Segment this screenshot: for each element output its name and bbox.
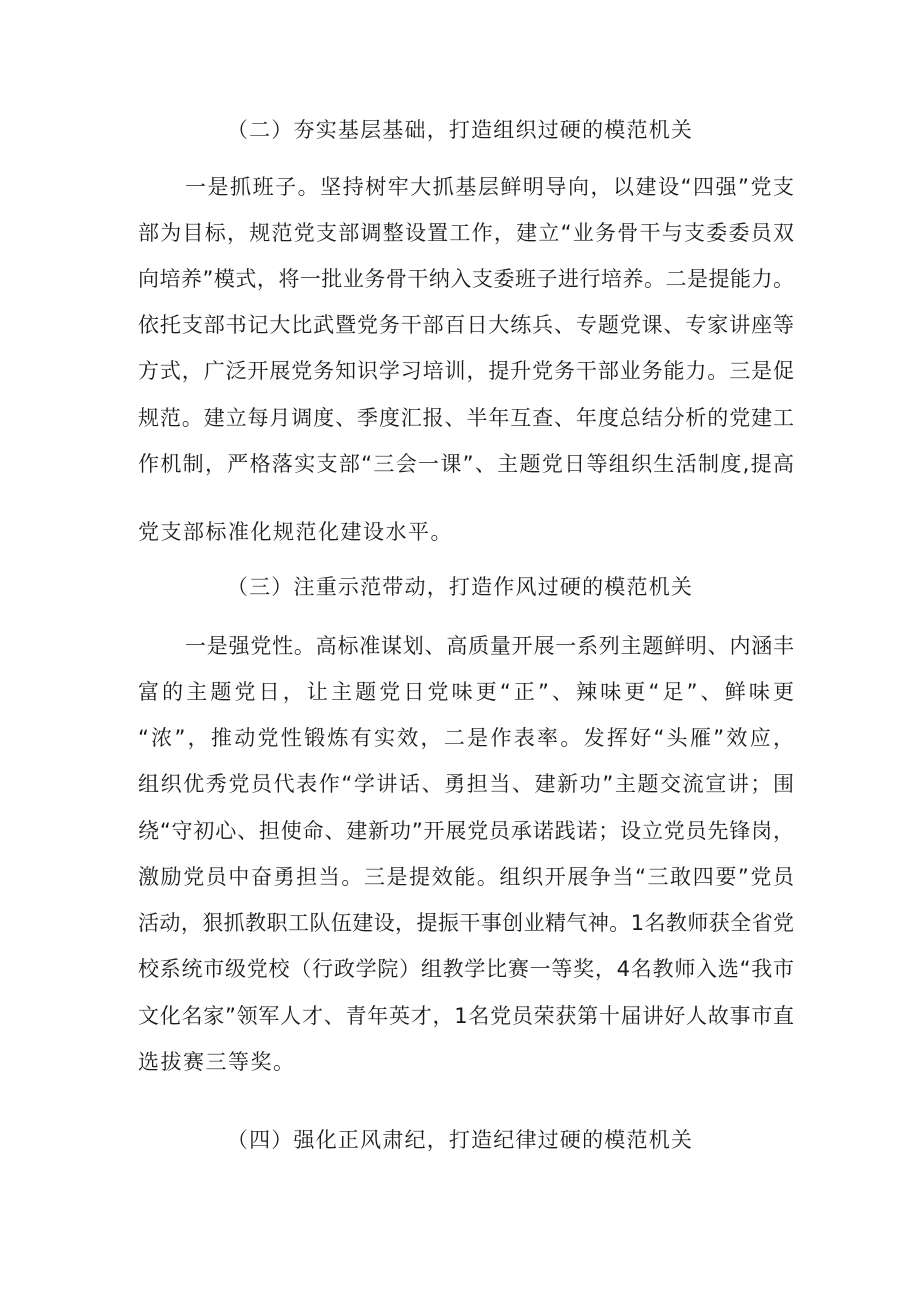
paragraph-line: 作机制，严格落实支部“三会一课”、主题党日等组织生活制度,提高 [138,452,794,476]
paragraph-line: “浓”，推动党性锻炼有实效，二是作表率。发挥好“头雁”效应， [138,726,794,750]
paragraph-line: 方式，广泛开展党务知识学习培训，提升党务干部业务能力。三是促 [138,359,794,383]
paragraph-line: 绕“守初心、担使命、建新功”开展党员承诺践诺；设立党员先锋岗， [138,819,794,843]
paragraph-line: 党支部标准化规范化建设水平。 [138,520,453,544]
paragraph-line: 一是抓班子。坚持树牢大抓基层鲜明导向，以建设“四强”党支 [185,175,794,199]
paragraph-line: 规范。建立每月调度、季度汇报、半年互查、年度总结分析的党建工 [138,406,794,430]
paragraph-line: 文化名家”领军人才、青年英才，1名党员荣获第十届讲好人故事市直 [138,1004,794,1028]
paragraph-line: 激励党员中奋勇担当。三是提效能。组织开展争当“三敢四要”党员 [138,865,794,889]
section-heading-3: （三）注重示范带动，打造作风过硬的模范机关 [226,575,694,599]
paragraph-line: 校系统市级党校（行政学院）组教学比赛一等奖，4名教师入选“我市 [138,957,794,981]
section-heading-2: （二）夯实基层基础，打造组织过硬的模范机关 [226,118,694,142]
paragraph-line: 组织优秀党员代表作“学讲话、勇担当、建新功”主题交流宣讲；围 [138,772,794,796]
paragraph-line: 富的主题党日，让主题党日党味更“正”、辣味更“足”、鲜味更 [138,680,794,704]
section-heading-4: （四）强化正风肃纪，打造纪律过硬的模范机关 [226,1128,694,1152]
paragraph-line: 活动，狠抓教职工队伍建设，提振干事创业精气神。1名教师获全省党 [138,911,794,935]
paragraph-line: 选拔赛三等奖。 [138,1050,296,1074]
paragraph-line: 依托支部书记大比武暨党务干部百日大练兵、专题党课、专家讲座等 [138,313,794,337]
paragraph-line: 一是强党性。高标准谋划、高质量开展一系列主题鲜明、内涵丰 [185,634,794,658]
paragraph-line: 部为目标，规范党支部调整设置工作，建立“业务骨干与支委委员双 [138,221,794,245]
paragraph-line: 向培养”模式，将一批业务骨干纳入支委班子进行培养。二是提能力。 [138,267,794,291]
